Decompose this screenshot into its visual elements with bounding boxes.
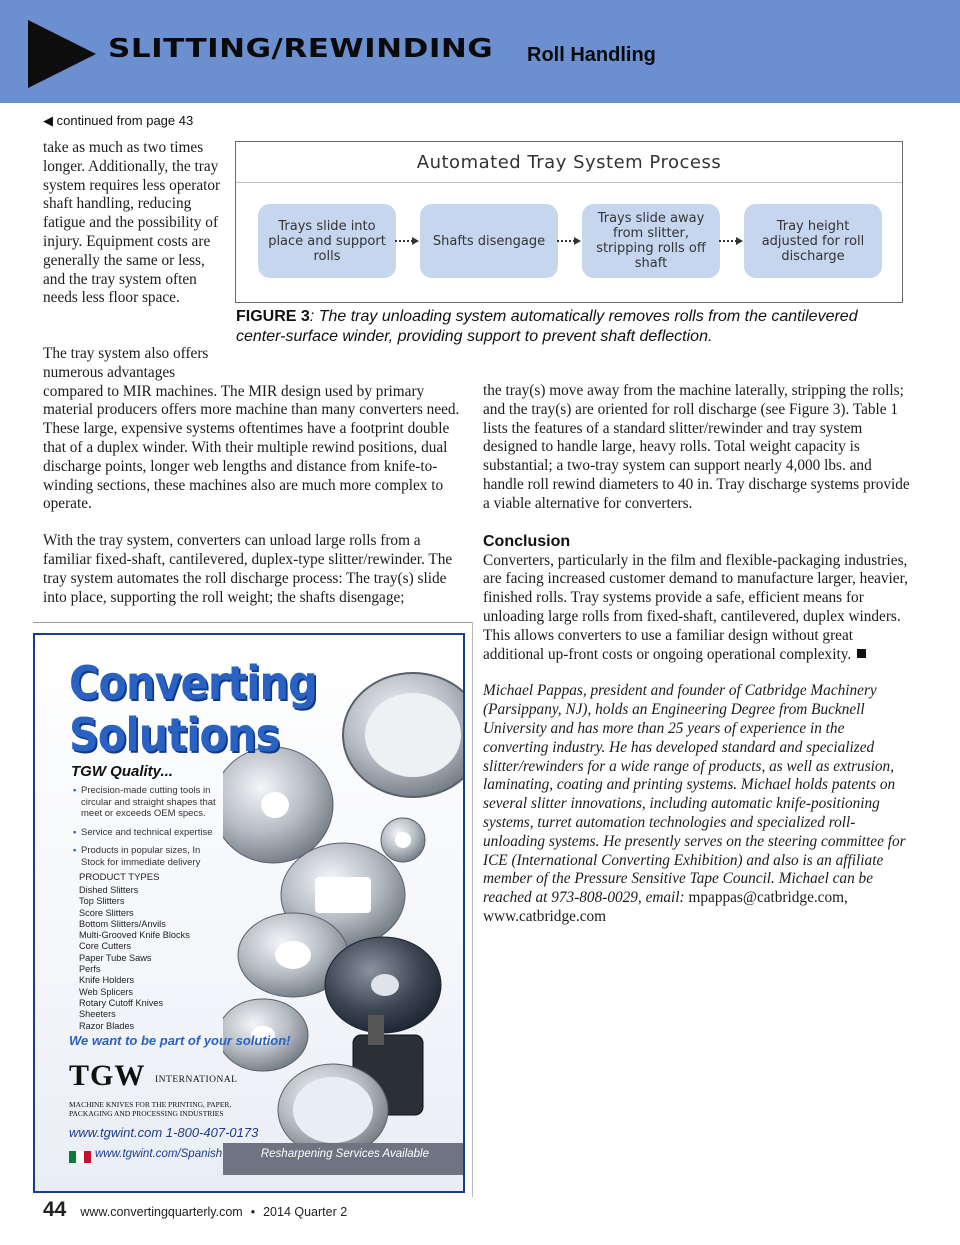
- figure-3: [235, 141, 903, 303]
- paragraph-start: The tray system also offers numerous advantages: [43, 345, 209, 381]
- ad-tagline: MACHINE KNIVES FOR THE PRINTING, PAPER, PACKAGING AND PROCESSING INDUSTRIES: [69, 1100, 232, 1118]
- dotted-arrow-icon: [719, 236, 743, 246]
- mexico-flag-icon: [69, 1151, 91, 1163]
- ad-divider: [33, 622, 473, 623]
- product-type: Dished Slitters: [79, 885, 139, 895]
- section-kicker: SLITTING/REWINDING: [108, 34, 494, 64]
- product-type: Bottom Slitters/Anvils: [79, 918, 166, 929]
- ad-bullets: [73, 785, 223, 875]
- product-type: Knife Holders: [79, 975, 135, 986]
- process-step-3: Trays slide away from slitter, stripping rolls off shaft: [582, 204, 720, 278]
- page-footer: [43, 1198, 347, 1222]
- left-column: [43, 345, 461, 625]
- end-mark-icon: [857, 649, 866, 658]
- ad-headline-line: Converting: [69, 656, 317, 710]
- ad-bullet: • Service and technical expertise: [73, 827, 223, 839]
- ad-call-to-action: We want to be part of your solution!: [69, 1033, 291, 1048]
- play-triangle-icon: [28, 20, 96, 88]
- author-url[interactable]: www.catbridge.com: [483, 907, 607, 925]
- paragraph: compared to MIR machines. The MIR design used by primary material producers offers more machine than many converters need. These large, expensive systems oftentimes have a footprint double that of a duplex winder. With their multiple rewind positions, dual discharge points, longer web lengths and distance from knife-to-winding sections, these machines also are much more complex to operate.: [43, 382, 460, 513]
- product-type: Perfs: [79, 964, 101, 975]
- footer-separator: •: [250, 1205, 256, 1219]
- caption-label: FIGURE 3: [236, 308, 310, 325]
- ad-spanish-website[interactable]: www.tgwint.com/Spanish: [95, 1148, 223, 1160]
- figure-title: Automated Tray System Process: [416, 152, 722, 173]
- ad-quality: TGW Quality...: [71, 763, 173, 780]
- section-subtitle: Roll Handling: [527, 44, 656, 66]
- product-type: Rotary Cutoff Knives: [79, 997, 164, 1008]
- right-column: [483, 382, 913, 945]
- author-bio: [483, 682, 913, 926]
- bio-text: Michael Pappas, president and founder of Catbridge Machinery (Parsippany, NJ), holds an Engineering Degree from Bucknell University and has more than 25 years of experience in the converting industry. He has developed standard and specialized slitter/rewinders for a wide range of products, as well as extrusion, laminating, coating and printing systems. Michael holds patents on several slitter innovations, including automatic knife-positioning systems, turret automation technologies and specialized roll-unloading systems. He presently serves on the steering committee for ICE (International Converting Exhibition) and also is an affiliate member of the Pressure Sensitive Tape Council. Michael can be reached at 973-808-0029, email:: [483, 682, 906, 907]
- header-banner: [0, 0, 960, 103]
- paragraph: With the tray system, converters can unload large rolls from a familiar fixed-shaft, cantilevered, duplex-type slitter/rewinder. The tray system automates the roll discharge process: The tray(s) slide into place, supporting the roll weight; the shafts disengage;: [43, 532, 453, 606]
- figure-divider: [236, 182, 902, 183]
- ad-website-phone[interactable]: www.tgwint.com 1-800-407-0173: [69, 1125, 259, 1140]
- conclusion-heading: Conclusion: [483, 532, 571, 550]
- ad-headline-line: Solutions: [69, 708, 280, 762]
- product-type: Razor Blades: [79, 1020, 135, 1031]
- product-type: Web Splicers: [79, 986, 133, 997]
- product-type: Paper Tube Saws: [79, 952, 152, 963]
- continued-from-note: ◀ continued from page 43: [43, 113, 194, 128]
- paragraph: the tray(s) move away from the machine laterally, stripping the rolls; and the tray(s) are oriented for roll discharge (see Figure 3). Table 1 lists the features of a standard slitter/rewinder and tray system designed to handle large, heavy rolls. Total weight capacity is substantial; a two-tray system can support nearly 4,000 lbs. and handle roll rewind diameters to 40 in. Tray discharge systems provide a viable alternative for converters.: [483, 382, 910, 512]
- process-step-2: Shafts disengage: [420, 204, 558, 278]
- page-number: 44: [43, 1198, 67, 1221]
- product-type: Top Slitters: [79, 896, 125, 907]
- process-step-1: Trays slide into place and support rolls: [258, 204, 396, 278]
- dotted-arrow-icon: [395, 236, 419, 246]
- tgw-logo-subtitle: INTERNATIONAL: [155, 1075, 238, 1085]
- footer-issue: 2014 Quarter 2: [263, 1205, 348, 1219]
- resharpening-note: Resharpening Services Available: [260, 1148, 429, 1160]
- ad-bullet: • Precision-made cutting tools in circular and straight shapes that meet or exceeds OEM specs.: [73, 785, 223, 820]
- product-type: Core Cutters: [79, 941, 132, 952]
- tgw-advertisement[interactable]: [33, 633, 465, 1193]
- author-email[interactable]: mpappas@catbridge.com,: [688, 889, 848, 907]
- caption-text: : The tray unloading system automatically removes rolls from the cantilevered center-surface winder, providing support to prevent shaft deflection.: [236, 308, 858, 345]
- paragraph: [483, 552, 913, 665]
- product-type: Multi-Grooved Knife Blocks: [79, 930, 190, 941]
- column-divider: [472, 622, 473, 1197]
- ad-headline: [69, 657, 317, 761]
- product-types-list: [79, 885, 190, 1032]
- dotted-arrow-icon: [557, 236, 581, 246]
- conclusion-text: Converters, particularly in the film and flexible-packaging industries, are facing increased customer demand to manufacture larger, heavier, finished rolls. Tray systems provide a safe, efficient means for unloading large rolls from fixed-shaft, cantilevered, duplex winders. This allows converters to use a familiar design without great additional up-front costs or ongoing operational complexity.: [483, 551, 908, 663]
- product-type: Sheeters: [79, 1009, 116, 1020]
- product-type: Score Slitters: [79, 907, 134, 918]
- figure-caption: [236, 307, 906, 347]
- left-column-top: [43, 139, 223, 326]
- ad-bullet: • Products in popular sizes, In Stock for immediate delivery: [73, 845, 223, 868]
- process-step-4: Tray height adjusted for roll discharge: [744, 204, 882, 278]
- paragraph: take as much as two times longer. Additionally, the tray system requires less operator shaft handling, reducing fatigue and the possibility of injury. Equipment costs are generally the same or less, and the tray system often needs less floor space.: [43, 139, 221, 307]
- footer-website[interactable]: www.convertingquarterly.com: [80, 1205, 243, 1219]
- product-types-title: PRODUCT TYPES: [79, 872, 160, 883]
- tgw-logo: TGW: [69, 1059, 146, 1092]
